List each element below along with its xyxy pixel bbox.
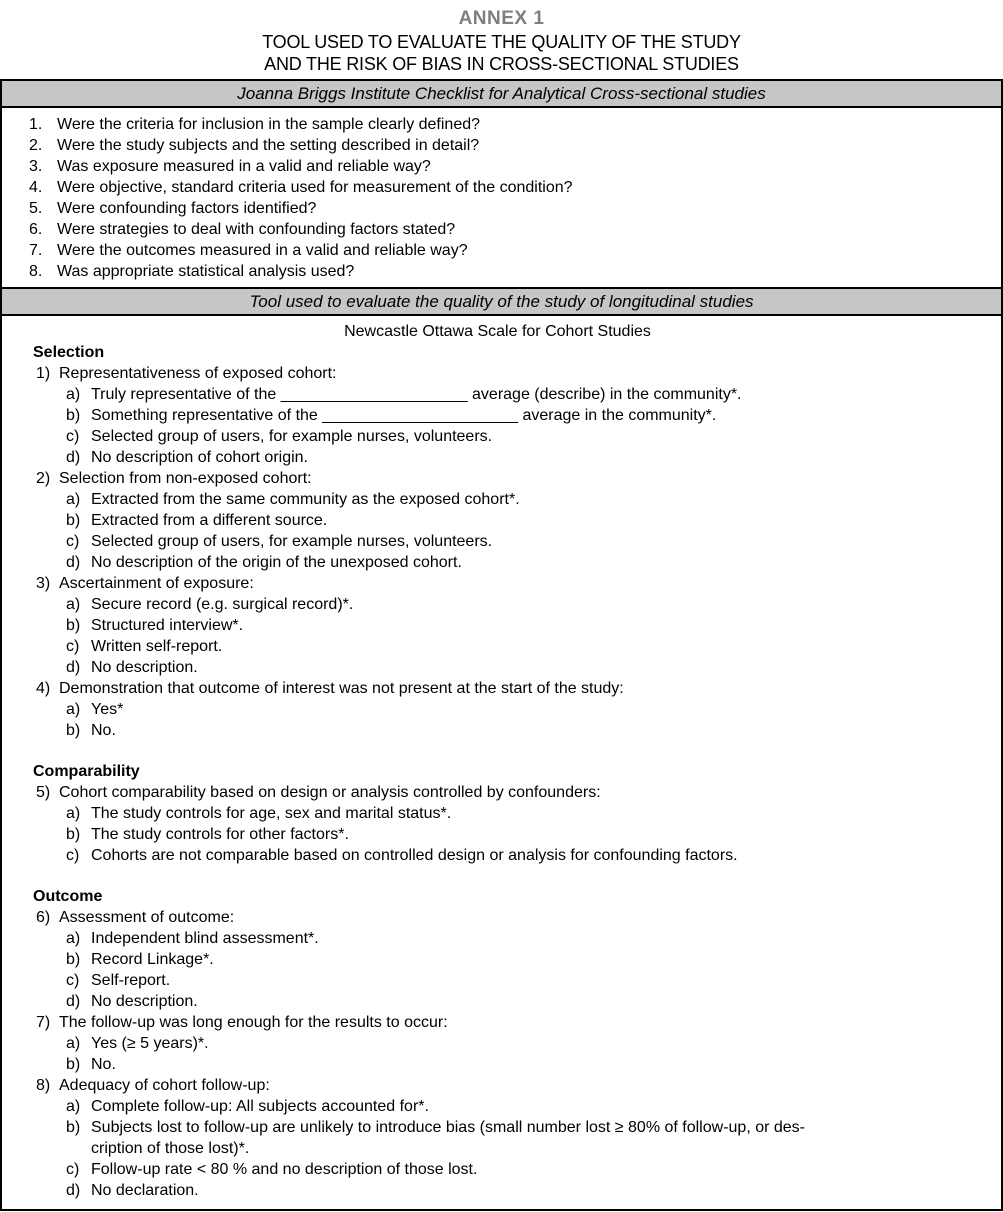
question-row: [2, 782, 993, 803]
checklist-item: [2, 198, 993, 219]
option-row: [2, 970, 993, 991]
option-text: Truly representative of the _____________________ average (describe) in the community*.: [91, 386, 742, 403]
checklist-item: [2, 261, 993, 282]
question-text: Ascertainment of exposure:: [59, 575, 254, 592]
item-text: Were strategies to deal with confounding factors stated?: [57, 221, 456, 238]
item-number: 1.: [29, 116, 43, 133]
question-row: [2, 678, 993, 699]
item-number: 7.: [29, 242, 43, 259]
annex-label: ANNEX 1: [458, 8, 545, 29]
option-text: No description of the origin of the unexposed cohort.: [91, 554, 462, 571]
item-text: Was exposure measured in a valid and reliable way?: [57, 158, 431, 175]
option-text: The study controls for other factors*.: [91, 826, 349, 843]
option-text: Yes*: [91, 701, 124, 718]
option-letter: a): [66, 930, 81, 947]
option-letter: b): [66, 407, 81, 424]
option-letter: d): [66, 993, 81, 1010]
item-number: 6.: [29, 221, 43, 238]
option-letter: c): [66, 847, 80, 864]
option-text: The study controls for age, sex and marital status*.: [91, 805, 452, 822]
option-row: [2, 615, 993, 636]
option-letter: d): [66, 449, 81, 466]
section1-header-bar: Joanna Briggs Institute Checklist for Analytical Cross-sectional studies: [0, 79, 1003, 108]
option-row: [2, 824, 993, 845]
option-row: [2, 928, 993, 949]
document-title-line-1: TOOL USED TO EVALUATE THE QUALITY OF THE STUDY: [262, 32, 741, 52]
question-number: 4): [36, 680, 51, 697]
option-text: Secure record (e.g. surgical record)*.: [91, 596, 354, 613]
option-letter: a): [66, 1035, 81, 1052]
option-row: [2, 1159, 993, 1180]
group-heading: Comparability: [33, 763, 140, 780]
option-text: Something representative of the ______________________ average in the community*.: [91, 407, 717, 424]
checklist-item: [2, 156, 993, 177]
option-letter: b): [66, 512, 81, 529]
document-title-line-2: AND THE RISK OF BIAS IN CROSS-SECTIONAL STUDIES: [264, 54, 739, 74]
option-text: Independent blind assessment*.: [91, 930, 319, 947]
option-row: [2, 720, 993, 741]
question-row: [2, 1075, 993, 1096]
option-text: Extracted from the same community as the exposed cohort*.: [91, 491, 520, 508]
question-text: Assessment of outcome:: [59, 909, 235, 926]
option-letter: a): [66, 1098, 81, 1115]
option-letter: b): [66, 826, 81, 843]
option-row: [2, 426, 993, 447]
question-text: Cohort comparability based on design or analysis controlled by confounders:: [59, 784, 601, 801]
option-letter: a): [66, 805, 81, 822]
option-row: [2, 384, 993, 405]
checklist-items: [2, 114, 993, 282]
group-heading: Selection: [33, 344, 105, 361]
item-number: 4.: [29, 179, 43, 196]
option-letter: a): [66, 491, 81, 508]
question-text: The follow-up was long enough for the results to occur:: [59, 1014, 448, 1031]
option-row: [2, 1180, 993, 1201]
title-block: [0, 0, 1003, 75]
option-text: No.: [91, 1056, 116, 1073]
item-text: Were the criteria for inclusion in the sample clearly defined?: [57, 116, 481, 133]
question-text: Representativeness of exposed cohort:: [59, 365, 337, 382]
question-text: Selection from non-exposed cohort:: [59, 470, 312, 487]
scale-group: [2, 886, 993, 1201]
question-number: 3): [36, 575, 51, 592]
question-row: [2, 573, 993, 594]
option-row: [2, 657, 993, 678]
question-number: 6): [36, 909, 51, 926]
option-letter: d): [66, 554, 81, 571]
option-row: [2, 699, 993, 720]
option-text: Self-report.: [91, 972, 171, 989]
option-text: Complete follow-up: All subjects accounted for*.: [91, 1098, 429, 1115]
option-row: [2, 1033, 993, 1054]
option-text: No description.: [91, 993, 198, 1010]
option-row: [2, 845, 993, 866]
option-text: Yes (≥ 5 years)*.: [91, 1035, 209, 1052]
question-text: Adequacy of cohort follow-up:: [59, 1077, 270, 1094]
option-row: [2, 991, 993, 1012]
question-number: 8): [36, 1077, 51, 1094]
option-letter: a): [66, 386, 81, 403]
option-text: Selected group of users, for example nurses, volunteers.: [91, 428, 493, 445]
option-letter: c): [66, 428, 80, 445]
item-text: Were confounding factors identified?: [57, 200, 317, 217]
checklist-item: [2, 114, 993, 135]
option-letter: c): [66, 1161, 80, 1178]
group-heading: Outcome: [33, 888, 103, 905]
question-row: [2, 1012, 993, 1033]
question-row: [2, 363, 993, 384]
item-number: 8.: [29, 263, 43, 280]
option-text: Written self-report.: [91, 638, 223, 655]
option-row: [2, 552, 993, 573]
question-number: 7): [36, 1014, 51, 1031]
item-number: 3.: [29, 158, 43, 175]
option-text: Subjects lost to follow-up are unlikely to introduce bias (small number lost ≥ 80% of follow-up, or des- cription of those lost)*.: [91, 1119, 805, 1157]
question-row: [2, 907, 993, 928]
checklist-item: [2, 219, 993, 240]
option-row: [2, 1117, 993, 1159]
option-row: [2, 949, 993, 970]
option-row: [2, 489, 993, 510]
option-text: No description.: [91, 659, 198, 676]
option-letter: b): [66, 1119, 81, 1136]
checklist-item: [2, 135, 993, 156]
option-text: No.: [91, 722, 116, 739]
option-letter: d): [66, 1182, 81, 1199]
scale-group: [2, 342, 993, 741]
option-row: [2, 1096, 993, 1117]
option-text: No description of cohort origin.: [91, 449, 308, 466]
item-text: Was appropriate statistical analysis used?: [57, 263, 355, 280]
option-row: [2, 594, 993, 615]
option-row: [2, 636, 993, 657]
option-row: [2, 531, 993, 552]
scale-subtitle: Newcastle Ottawa Scale for Cohort Studies: [344, 323, 651, 340]
option-text: Record Linkage*.: [91, 951, 214, 968]
option-text: Cohorts are not comparable based on controlled design or analysis for confounding factors.: [91, 847, 738, 864]
option-row: [2, 803, 993, 824]
option-row: [2, 510, 993, 531]
option-row: [2, 405, 993, 426]
option-row: [2, 447, 993, 468]
item-text: Were objective, standard criteria used for measurement of the condition?: [57, 179, 573, 196]
option-letter: d): [66, 659, 81, 676]
option-letter: b): [66, 617, 81, 634]
option-text: No declaration.: [91, 1182, 199, 1199]
option-text: Structured interview*.: [91, 617, 244, 634]
section1-checklist-box: [0, 106, 1003, 289]
option-letter: b): [66, 1056, 81, 1073]
option-text: Follow-up rate < 80 % and no description of those lost.: [91, 1161, 478, 1178]
checklist-item: [2, 240, 993, 261]
scale-group: [2, 761, 993, 866]
question-number: 5): [36, 784, 51, 801]
question-row: [2, 468, 993, 489]
option-text: Selected group of users, for example nurses, volunteers.: [91, 533, 493, 550]
option-text: Extracted from a different source.: [91, 512, 328, 529]
question-number: 2): [36, 470, 51, 487]
option-letter: c): [66, 533, 80, 550]
section2-scale-box: [0, 314, 1003, 1211]
option-letter: a): [66, 596, 81, 613]
option-letter: c): [66, 638, 80, 655]
question-number: 1): [36, 365, 51, 382]
section2-header-bar: Tool used to evaluate the quality of the study of longitudinal studies: [0, 287, 1003, 316]
item-number: 2.: [29, 137, 43, 154]
option-letter: a): [66, 701, 81, 718]
option-letter: b): [66, 722, 81, 739]
scale-groups: [2, 342, 993, 1201]
item-number: 5.: [29, 200, 43, 217]
checklist-item: [2, 177, 993, 198]
item-text: Were the outcomes measured in a valid and reliable way?: [57, 242, 468, 259]
option-letter: c): [66, 972, 80, 989]
option-row: [2, 1054, 993, 1075]
question-text: Demonstration that outcome of interest was not present at the start of the study:: [59, 680, 624, 697]
option-letter: b): [66, 951, 81, 968]
item-text: Were the study subjects and the setting described in detail?: [57, 137, 480, 154]
